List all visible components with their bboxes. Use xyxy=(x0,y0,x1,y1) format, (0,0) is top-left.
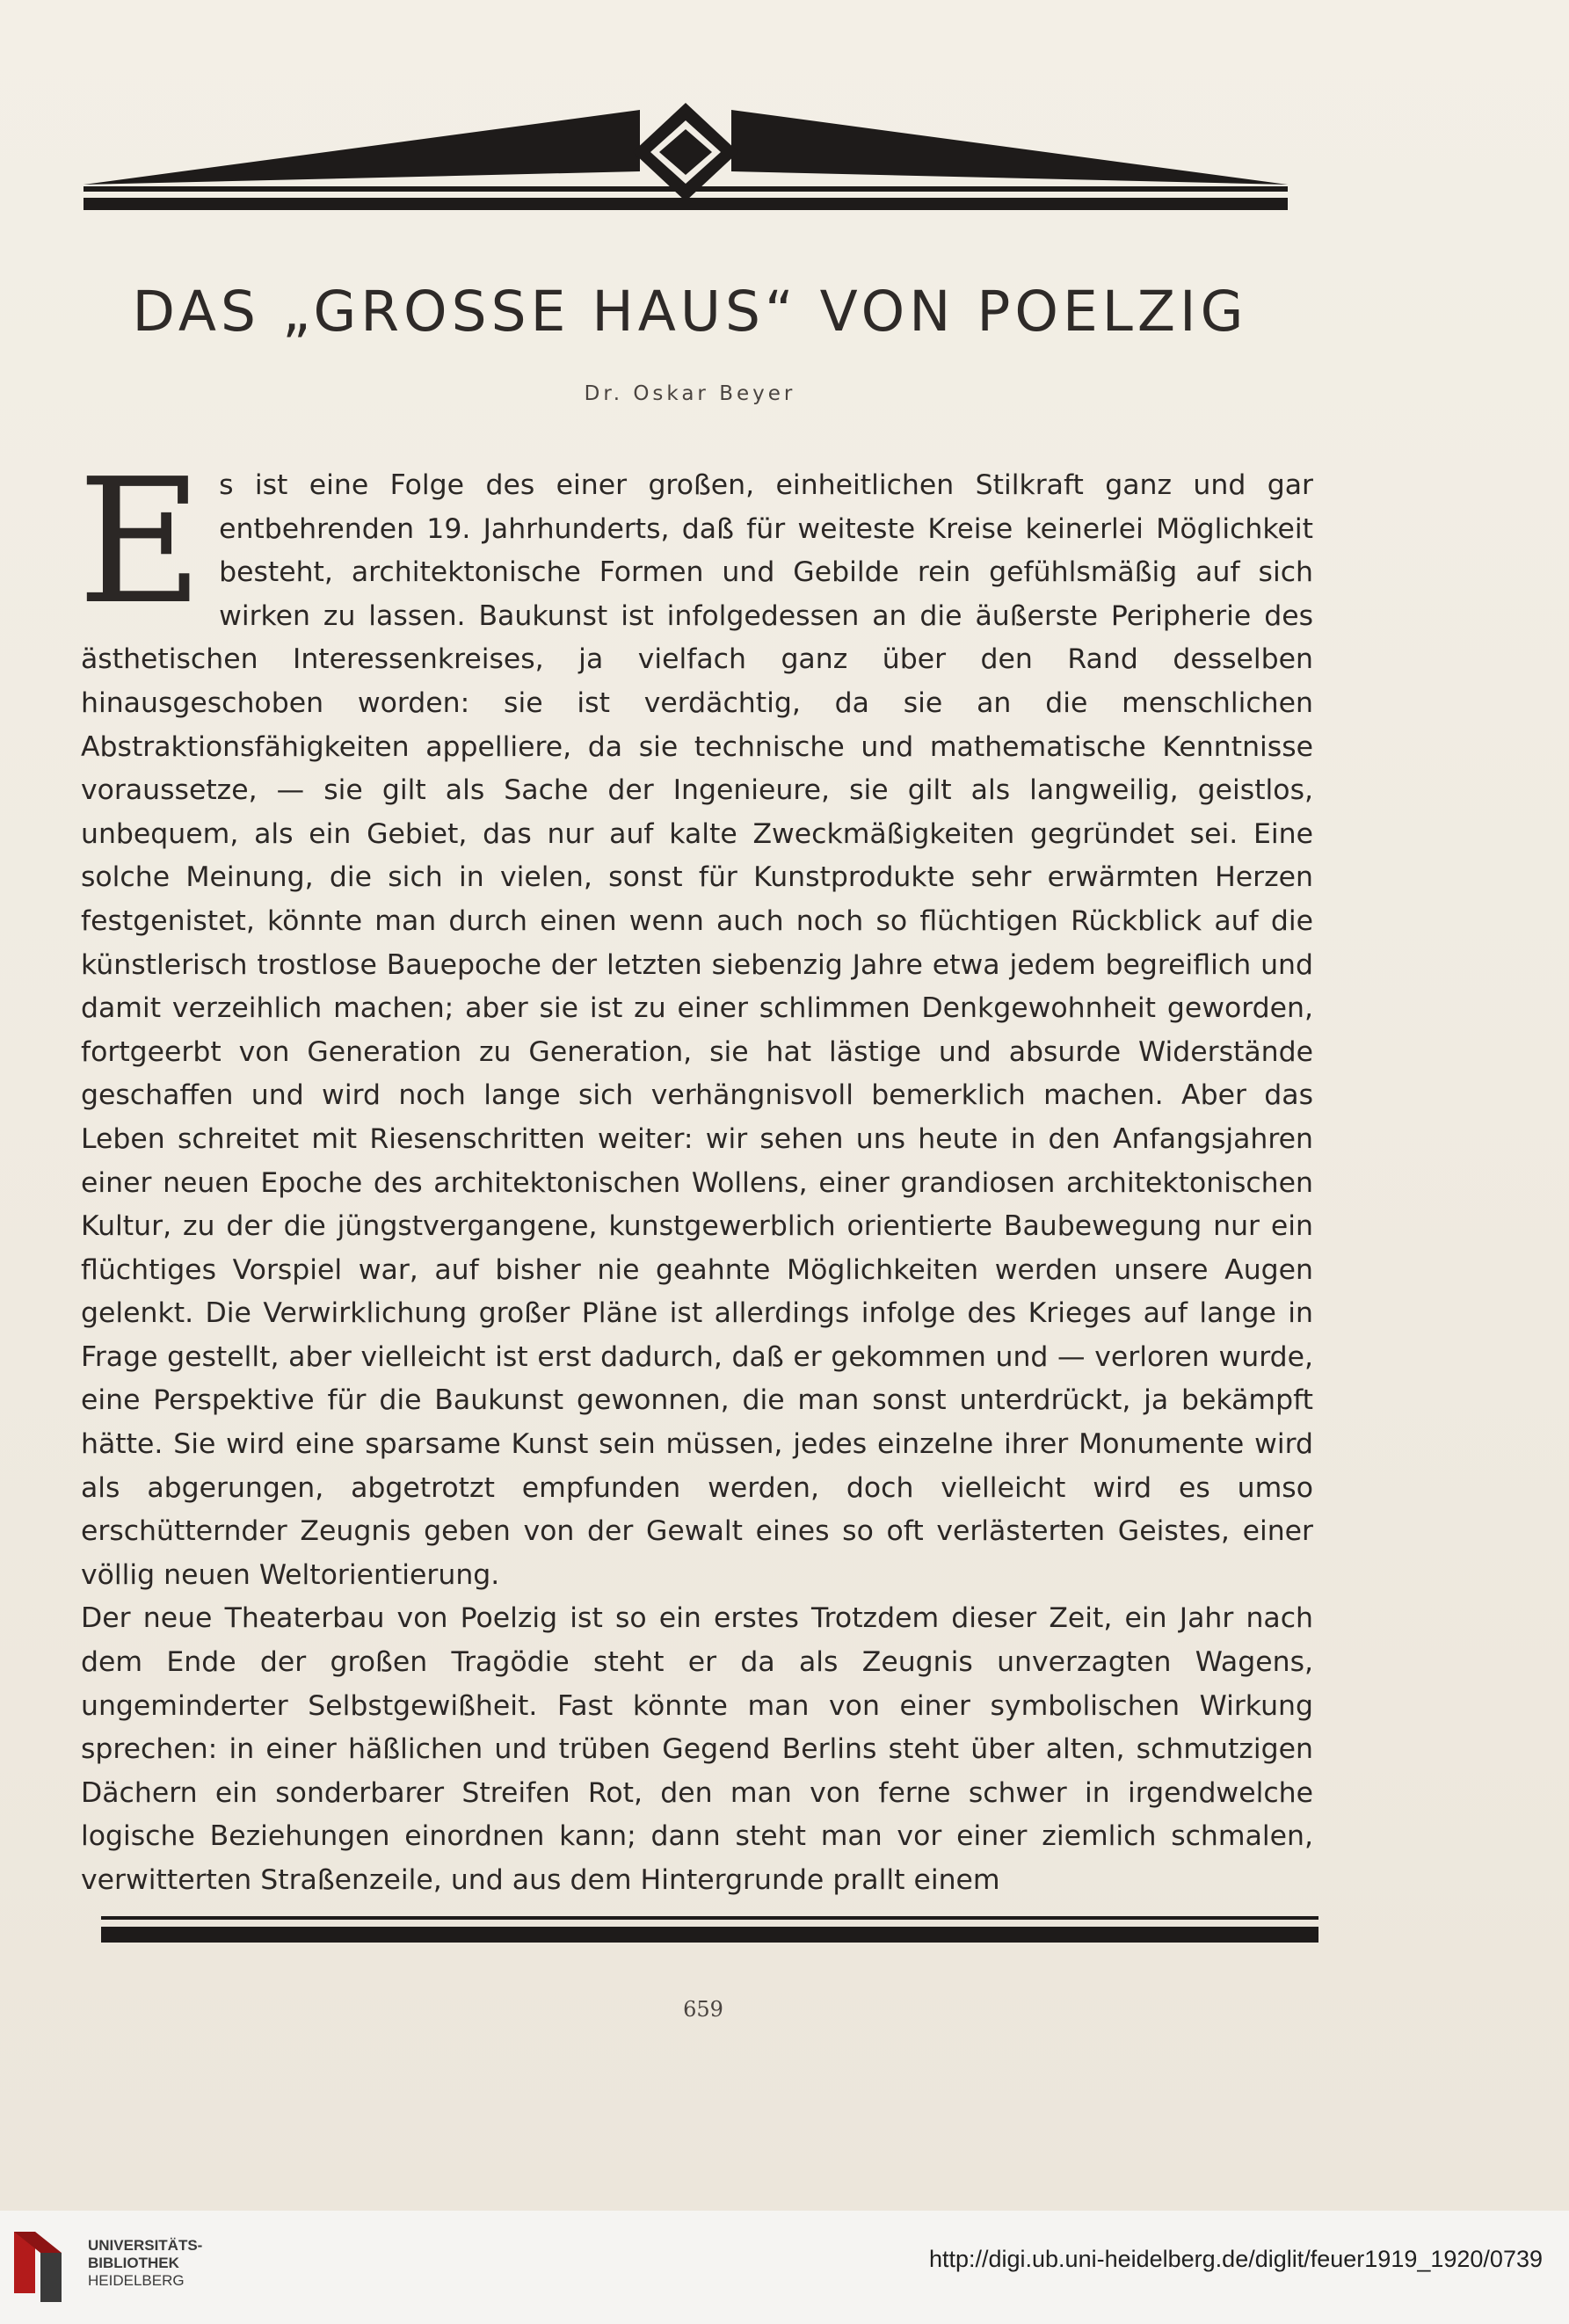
permalink-url[interactable]: http://digi.ub.uni-heidelberg.de/diglit/feuer1919_1920/0739 xyxy=(928,2246,1543,2272)
article-title: DAS „GROSSE HAUS“ VON POELZIG xyxy=(132,280,1248,344)
drop-cap: E xyxy=(77,442,204,643)
article-author: Dr. Oskar Beyer xyxy=(584,382,796,405)
university-library-logo-icon[interactable] xyxy=(12,2226,76,2307)
footer-rule-thin xyxy=(101,1916,1318,1920)
library-name-line3: HEIDELBERG xyxy=(88,2272,185,2289)
library-name-line1: UNIVERSITÄTS- xyxy=(88,2237,203,2254)
header-ornament xyxy=(84,101,1288,211)
paragraph-1 xyxy=(77,442,1313,1597)
paragraph-2: Der neue Theaterbau von Poelzig ist so ein erstes Trotzdem dieser Zeit, ein Jahr nach dem Ende der großen Tragödie steht er da als Zeugnis unverzagten Wagens, ungeminderter Selbstgewißheit. Fast könnte man von einer symbolischen Wirkung sprechen: in einer häßlichen und trüben Gegend Berlins steht über alten, schmutzigen Dächern ein sonderbarer Streifen Rot, den man von ferne schwer in irgendwelche logische Beziehungen einordnen kann; dann steht man vor einer ziemlich schmalen, verwitterten Straßenzeile, und aus dem Hintergrunde prallt einem xyxy=(81,1602,1313,1896)
article-body xyxy=(77,442,1313,1903)
page-number: 659 xyxy=(683,1997,723,2022)
footer-rule-thick xyxy=(101,1927,1318,1943)
library-name-line2: BIBLIOTHEK xyxy=(88,2255,179,2271)
paragraph-1-text: s ist eine Folge des einer großen, einheitlichen Stilkraft ganz und gar entbehrenden 19. Jahrhunderts, daß für weiteste Kreise keinerlei Möglichkeit besteht, architektonische Formen und Gebilde rein gefühlsmäßig auf sich wirken zu lassen. Baukunst ist infolgedessen an die äußerste Peripherie des ästhetischen Interessenkreises, ja vielfach ganz über den Rand desselben hinausgeschoben worden: sie ist verdächtig, da sie an die menschlichen Abstraktionsfähigkeiten appelliere, da sie technische und mathematische Kenntnisse voraussetze, — sie gilt als Sache der Ingenieure, sie gilt als langweilig, geistlos, unbequem, als ein Gebiet, das nur auf kalte Zweckmäßigkeiten gegründet sei. Eine solche Meinung, die sich in vielen, sonst für Kunstprodukte sehr erwärmten Herzen festgenistet, könnte man durch einen wenn auch noch so flüchtigen Rückblick auf die künstlerisch trostlose Bauepoche der letzten siebenzig Jahre etwa jedem begreiflich und damit verzeihlich machen; aber sie ist zu einer schlimmen Denkgewohnheit geworden, fortgeerbt von Generation zu Generation, sie hat lästige und absurde Widerstände geschaffen und wird noch lange sich verhängnisvoll bemerklich machen. Aber das Leben schreitet mit Riesenschritten weiter: wir sehen uns heute in den Anfangsjahren einer neuen Epoche des architektonischen Wollens, einer grandiosen architektonischen Kultur, zu der die jüngstvergangene, kunstgewerblich orientierte Baubewegung nur ein flüchtiges Vorspiel war, auf bisher nie geahnte Möglichkeiten werden unsere Augen gelenkt. Die Verwirklichung großer Pläne ist allerdings infolge des Krieges auf lange in Frage gestellt, aber vielleicht ist erst dadurch, daß er gekommen und — verloren wurde, eine Perspektive für die Baukunst gewonnen, die man sonst unterdrückt, ja bekämpft hätte. Sie wird eine sparsame Kunst sein müssen, jedes einzelne ihrer Monumente wird als abgerungen, abgetrotzt empfunden werden, doch vielleicht wird es umso erschütternder Zeugnis geben von der Gewalt eines so oft verlästerten Geistes, einer völlig neuen Weltorientierung. xyxy=(81,469,1313,1591)
library-name[interactable] xyxy=(88,2237,202,2290)
footer-rule xyxy=(101,1916,1318,1946)
library-footer xyxy=(0,2211,1569,2324)
